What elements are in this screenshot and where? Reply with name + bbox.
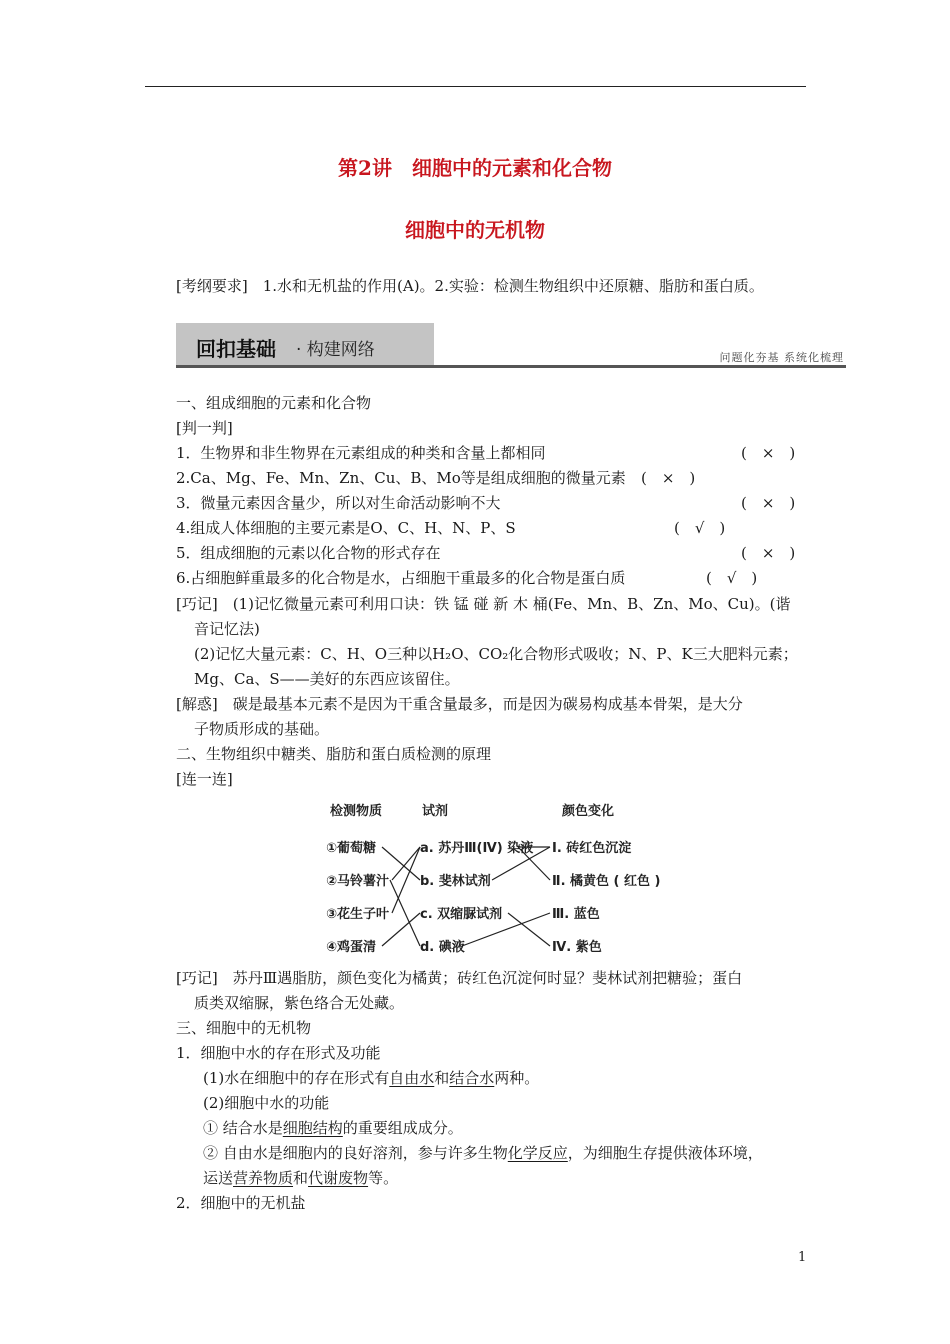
section3-item1: 1．细胞中水的存在形式及功能 [176,1044,381,1062]
water-function-title: (2)细胞中水的功能 [203,1094,330,1112]
tip1-line2: 音记忆法) [194,620,260,638]
link-potato-iodine-part [392,847,420,880]
link-potato-iodine [390,880,420,946]
blank-free-water: 自由水 [389,1069,435,1087]
tip3-line2: 质类双缩脲，紫色络合无处藏。 [194,994,405,1012]
doubt-line1: [解惑] 碳是最基本元素不是因为干重含量最多，而是因为碳易构成基本骨架，是大分 [176,695,743,713]
blank-cell-structure: 细胞结构 [282,1119,343,1137]
tip3-line1: [巧记] 苏丹Ⅲ遇脂肪，颜色变化为橘黄；砖红色沉淀何时显？斐林试剂把糖验；蛋白 [176,969,743,987]
water-forms [203,1068,539,1088]
connect-label: [连一连] [176,770,233,788]
judge-label: [判一判] [176,419,233,437]
transport-post: 等。 [368,1169,399,1187]
free-water-pre: ② 自由水是细胞内的良好溶剂，参与许多生物 [203,1144,508,1162]
diagram-header-substance: 检测物质 [330,804,383,819]
substance-2: ②马铃薯汁 [326,874,390,889]
blank-nutrients: 营养物质 [233,1169,294,1187]
page-title: 第2讲 细胞中的元素和化合物 [338,156,612,180]
diagram-header-color: 颜色变化 [562,804,615,819]
section1-heading: 一、组成细胞的元素和化合物 [176,394,372,412]
judge-item-4: 4.组成人体细胞的主要元素是O、C、H、N、P、S [176,519,516,537]
free-water-function [203,1143,763,1163]
banner-rule [176,365,846,368]
link-peanut-sudan [392,847,420,913]
section3-item2: 2．细胞中的无机盐 [176,1194,306,1212]
judge-mark-2: ( × ) [641,469,696,487]
water-forms-pre: (1)水在细胞中的存在形式有 [203,1069,390,1087]
page-number: 1 [798,1250,807,1265]
link-sudan-orange [518,847,550,880]
diagram-header-reagent: 试剂 [422,804,449,819]
judge-mark-4: ( √ ) [674,519,726,537]
judge-item-1: 1．生物界和非生物界在元素组成的种类和含量上都相同 [176,444,546,462]
doubt-line2: 子物质形成的基础。 [194,720,330,738]
judge-item-5: 5．组成细胞的元素以化合物的形式存在 [176,544,441,562]
reagent-c: c. 双缩脲试剂 [420,907,503,922]
substance-1: ①葡萄糖 [326,841,377,856]
judge-item-6: 6.占细胞鲜重最多的化合物是水，占细胞干重最多的化合物是蛋白质 [176,569,626,587]
substance-3: ③花生子叶 [326,907,390,922]
free-water-transport [203,1168,398,1188]
blank-bound-water: 结合水 [449,1069,495,1087]
banner-sub: · 构建网络 [296,340,375,360]
tip1-line1: [巧记] (1)记忆微量元素可利用口诀：铁 锰 碰 新 木 桶(Fe、Mn、B、Zn、Mo、Cu)。(谐 [176,595,791,613]
judge-mark-1: ( × ) [741,444,796,462]
banner-right: 问题化夯基 系统化梳理 [719,351,844,364]
section3-heading: 三、细胞中的无机物 [176,1019,312,1037]
color-3: Ⅲ. 蓝色 [552,907,600,922]
exam-requirements: [考纲要求] 1.水和无机盐的作用(A)。2.实验：检测生物组织中还原糖、脂肪和蛋白质。 [176,277,764,295]
section-banner [176,323,846,368]
reagent-a: a. 苏丹Ⅲ(Ⅳ) 染液 [420,841,534,856]
tip2-line2: Mg、Ca、S——美好的东西应该留住。 [194,670,460,688]
color-1: Ⅰ. 砖红色沉淀 [552,841,632,856]
bound-water-function [203,1118,463,1138]
section2-heading: 二、生物组织中糖类、脂肪和蛋白质检测的原理 [176,745,492,763]
judge-mark-6: ( √ ) [706,569,758,587]
transport-pre: 运送 [203,1169,234,1187]
bound-water-post: 的重要组成成分。 [342,1119,463,1137]
banner-main: 回扣基础 [196,337,276,361]
judge-item-3: 3．微量元素因含量少，所以对生命活动影响不大 [176,494,501,512]
matching-diagram [320,800,680,960]
blank-metabolic-waste: 代谢废物 [308,1169,369,1187]
reagent-b: b. 斐林试剂 [420,874,491,889]
transport-mid: 和 [293,1169,309,1187]
reagent-d: d. 碘液 [420,940,465,955]
judge-mark-3: ( × ) [741,494,796,512]
header-rule [145,86,806,87]
water-forms-post: 两种。 [494,1069,540,1087]
section-subtitle: 细胞中的无机物 [405,218,545,242]
judge-item-2: 2.Ca、Mg、Fe、Mn、Zn、Cu、B、Mo等是组成细胞的微量元素 [176,469,626,487]
blank-chemical-reaction: 化学反应 [507,1144,568,1162]
color-2: Ⅱ. 橘黄色 ( 红色 ) [552,874,661,889]
substance-4: ④鸡蛋清 [326,940,377,955]
tip2-line1: (2)记忆大量元素：C、H、O三种以H₂O、CO₂化合物形式吸收；N、P、K三大肥料元素； [194,645,798,663]
water-forms-mid: 和 [434,1069,450,1087]
free-water-post: ，为细胞生存提供液体环境， [567,1144,763,1162]
link-biuret-purple [508,913,550,946]
bound-water-pre: ① 结合水是 [203,1119,283,1137]
color-4: Ⅳ. 紫色 [552,940,602,955]
judge-mark-5: ( × ) [741,544,796,562]
